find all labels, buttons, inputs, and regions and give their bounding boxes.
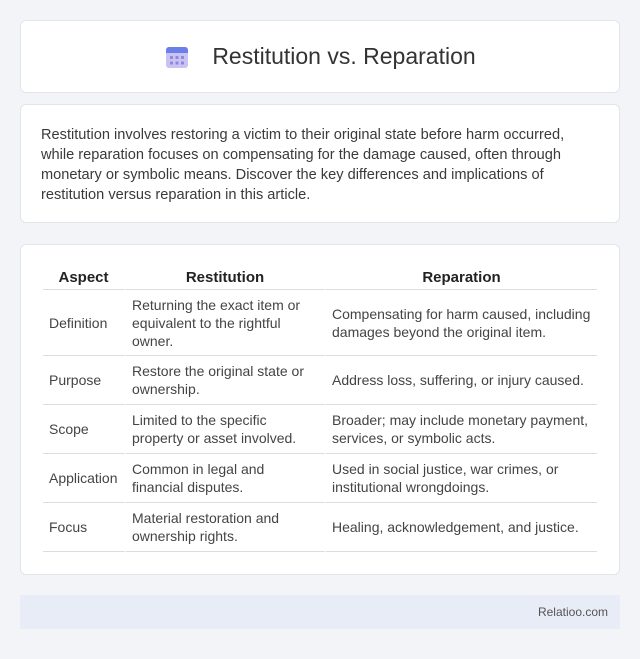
table-row bbox=[43, 503, 597, 552]
footer-brand[interactable]: Relatioo.com bbox=[537, 605, 608, 619]
table-cell-aspect: Focus bbox=[43, 503, 126, 552]
table-cell-restitution: Limited to the specific property or asset involved. bbox=[126, 405, 326, 454]
table-cell-restitution: Material restoration and ownership rights. bbox=[126, 503, 326, 552]
table-cell-reparation: Used in social justice, war crimes, or institutional wrongdoings. bbox=[326, 454, 597, 503]
table-header-row bbox=[43, 265, 597, 290]
table-cell-aspect: Application bbox=[43, 454, 126, 503]
table-cell-reparation: Broader; may include monetary payment, services, or symbolic acts. bbox=[326, 405, 597, 454]
table-cell-reparation: Compensating for harm caused, including damages beyond the original item. bbox=[326, 290, 597, 356]
calendar-icon bbox=[164, 44, 190, 70]
table-cell-aspect: Scope bbox=[43, 405, 126, 454]
table-cell-restitution: Returning the exact item or equivalent to the rightful owner. bbox=[126, 290, 326, 356]
table-cell-reparation: Healing, acknowledgement, and justice. bbox=[326, 503, 597, 552]
table-cell-aspect: Purpose bbox=[43, 356, 126, 405]
intro-card bbox=[20, 104, 620, 223]
intro-text: Restitution involves restoring a victim to their original state before harm occurred, while reparation focuses on compensating for the damage caused, often through monetary or symbolic means. Discover the key differences and implications of restitution versus reparation in this article. bbox=[41, 127, 565, 203]
comparison-table-card bbox=[20, 244, 620, 575]
table-row bbox=[43, 405, 597, 454]
table-cell-reparation: Address loss, suffering, or injury caused. bbox=[326, 356, 597, 405]
page-title: Restitution vs. Reparation bbox=[212, 43, 476, 69]
footer-bar bbox=[20, 595, 620, 629]
column-header-restitution: Restitution bbox=[126, 265, 326, 290]
column-header-aspect: Aspect bbox=[43, 265, 126, 290]
table-row bbox=[43, 290, 597, 356]
table-cell-restitution: Common in legal and financial disputes. bbox=[126, 454, 326, 503]
table-row bbox=[43, 356, 597, 405]
column-header-reparation: Reparation bbox=[326, 265, 597, 290]
comparison-table bbox=[43, 265, 597, 552]
table-cell-restitution: Restore the original state or ownership. bbox=[126, 356, 326, 405]
table-row bbox=[43, 454, 597, 503]
table-cell-aspect: Definition bbox=[43, 290, 126, 356]
title-card bbox=[20, 20, 620, 93]
